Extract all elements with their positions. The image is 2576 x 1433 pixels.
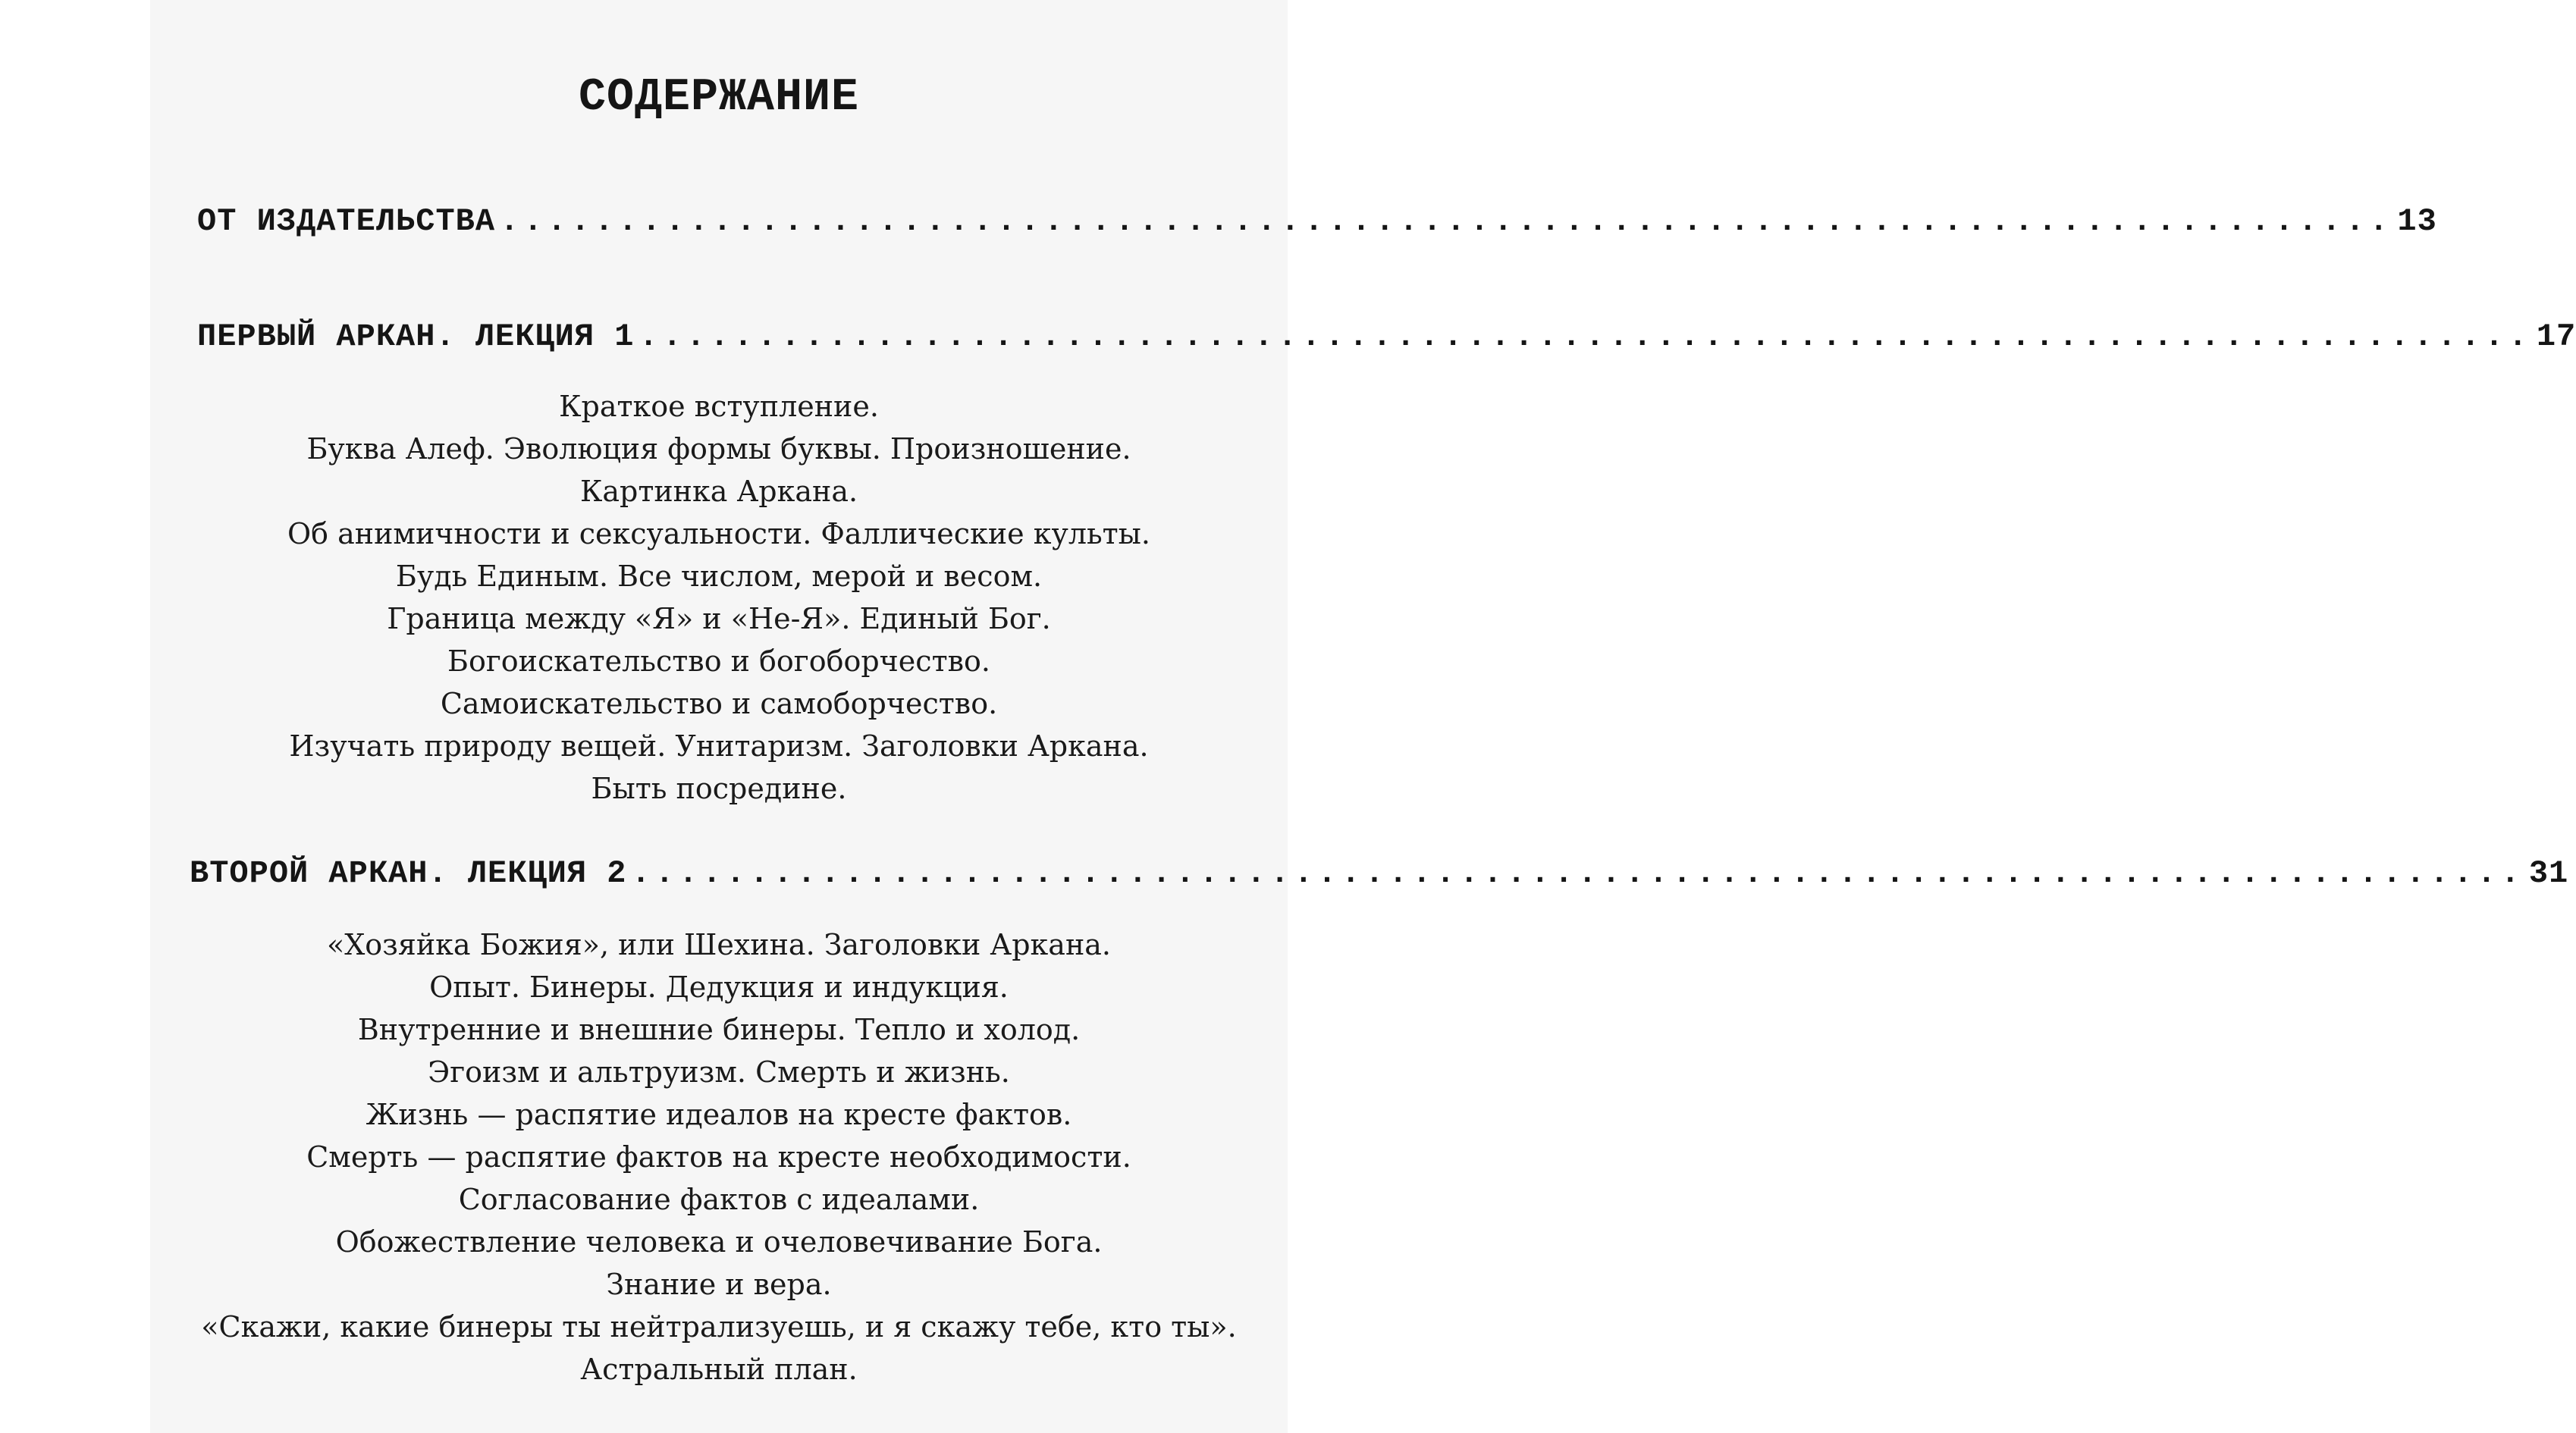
leader-dots: ................................................................................ bbox=[639, 318, 2532, 355]
topic-line: Жизнь — распятие идеалов на кресте фактов. bbox=[366, 1098, 1072, 1131]
topic-line: Обожествление человека и очеловечивание Бога. bbox=[335, 1225, 1103, 1259]
page-title: СОДЕРЖАНИЕ bbox=[578, 72, 860, 124]
topic-line: Внутренние и внешние бинеры. Тепло и холод. bbox=[357, 1013, 1081, 1046]
topic-line: Будь Единым. Все числом, мерой и весом. bbox=[395, 560, 1043, 593]
topic-line: Богоискательство и богоборчество. bbox=[447, 644, 990, 678]
leader-dots: ................................................................................ bbox=[500, 203, 2393, 240]
toc-entry-page: 17 bbox=[2536, 318, 2576, 355]
book-page bbox=[150, 0, 2576, 1433]
topic-line: Опыт. Бинеры. Дедукция и индукция. bbox=[429, 970, 1009, 1004]
topic-line: Картинка Аркана. bbox=[579, 475, 858, 508]
topic-list-arcanum-2 bbox=[150, 923, 1288, 1391]
topic-line: Эгоизм и альтруизм. Смерть и жизнь. bbox=[428, 1055, 1010, 1089]
toc-entry-arcanum-1 bbox=[197, 318, 2576, 364]
topic-line: Быть посредине. bbox=[591, 772, 847, 805]
topic-line: «Скажи, какие бинеры ты нейтрализуешь, и я скажу тебе, кто ты». bbox=[201, 1310, 1237, 1344]
leader-dots: ................................................................................ bbox=[631, 855, 2524, 892]
toc-entry-arcanum-2 bbox=[190, 855, 2569, 901]
toc-entry-label: ВТОРОЙ АРКАН. ЛЕКЦИЯ 2 bbox=[190, 855, 627, 892]
topic-line: Об анимичности и сексуальности. Фаллические культы. bbox=[287, 517, 1150, 550]
toc-entry-page: 31 bbox=[2528, 855, 2569, 892]
topic-line: Смерть — распятие фактов на кресте необходимости. bbox=[306, 1140, 1131, 1174]
topic-line: Граница между «Я» и «Не-Я». Единый Бог. bbox=[387, 602, 1051, 635]
topic-line: Краткое вступление. bbox=[559, 390, 879, 423]
topic-line: Согласование фактов с идеалами. bbox=[458, 1183, 980, 1216]
toc-entry-page: 13 bbox=[2397, 203, 2437, 240]
topic-line: Буква Алеф. Эволюция формы буквы. Произношение. bbox=[306, 432, 1131, 466]
toc-entry-label: ПЕРВЫЙ АРКАН. ЛЕКЦИЯ 1 bbox=[197, 318, 635, 355]
toc-entry-publisher bbox=[197, 203, 2437, 249]
topic-line: Самоискательство и самоборчество. bbox=[440, 687, 998, 720]
toc-entry-label: ОТ ИЗДАТЕЛЬСТВА bbox=[197, 203, 496, 240]
topic-line: Знание и вера. bbox=[606, 1268, 832, 1301]
topic-line: Изучать природу вещей. Унитаризм. Заголовки Аркана. bbox=[289, 729, 1149, 763]
topic-line: «Хозяйка Божия», или Шехина. Заголовки Аркана. bbox=[326, 928, 1112, 961]
topic-line: Астральный план. bbox=[580, 1353, 858, 1386]
topic-list-arcanum-1 bbox=[150, 385, 1288, 810]
